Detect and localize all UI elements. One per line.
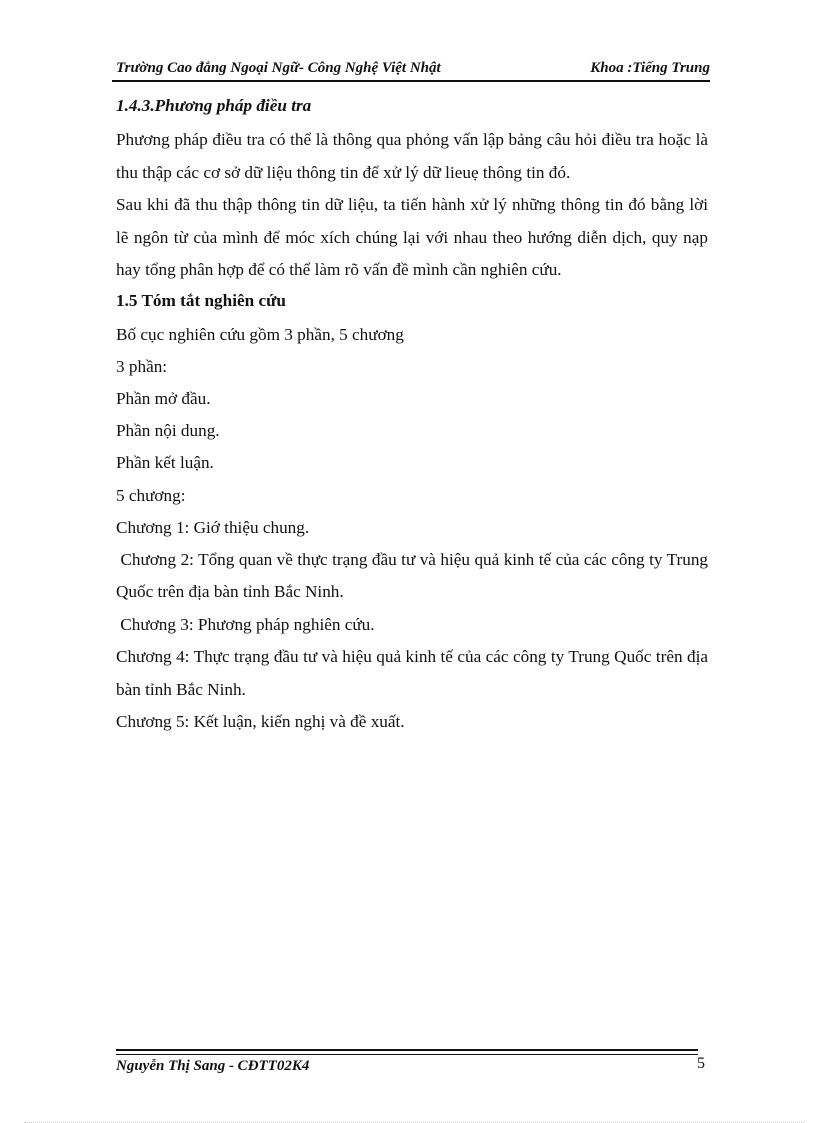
header-faculty: Khoa :Tiếng Trung: [590, 60, 710, 76]
chapter-4: Chương 4: Thực trạng đầu tư và hiệu quả kinh tế của các công ty Trung Quốc trên địa bàn tỉnh Bắc Ninh.: [116, 647, 708, 699]
chapter-5: Chương 5: Kết luận, kiến nghị và đề xuất.: [116, 712, 405, 732]
page-number: 5: [697, 1055, 705, 1072]
footer-divider: [116, 1049, 698, 1055]
parts-label: 3 phần:: [116, 356, 168, 376]
part-item-conclusion: Phần kết luận.: [116, 453, 214, 473]
chapter-2: Chương 2: Tổng quan về thực trạng đầu tư và hiệu quả kinh tế của các công ty Trung Quốc trên địa bàn tỉnh Bắc Ninh.: [116, 549, 713, 602]
header-divider: [112, 80, 710, 82]
paragraph-method-2: Sau khi đã thu thập thông tin dữ liệu, ta tiến hành xử lý những thông tin đó bằng lời lẽ ngôn từ của mình để móc xích chúng lại với nhau theo hướng diễn dịch, quy nạp hay tổng phân hợp để có thể làm rõ vấn đề mình cần nghiên cứu.: [116, 195, 708, 279]
page-header: [116, 60, 710, 82]
page-body: [116, 94, 713, 738]
footer-author: Nguyễn Thị Sang - CĐTT02K4: [116, 1058, 310, 1074]
chapters-label: 5 chương:: [116, 485, 186, 505]
part-item-content: Phần nội dung.: [116, 421, 220, 441]
chapter-1: Chương 1: Giớ thiệu chung.: [116, 517, 310, 537]
paragraph-method-1: Phương pháp điều tra có thể là thông qua phỏng vấn lập bảng câu hỏi điều tra hoặc là thu thập các cơ sở dữ liệu thông tin để xử lý dữ lieuẹ thông tin đó.: [116, 130, 708, 182]
summary-intro: Bố cục nghiên cứu gồm 3 phần, 5 chương: [116, 324, 404, 344]
chapter-3: Chương 3: Phương pháp nghiên cứu.: [116, 614, 375, 634]
section-heading-1-5: 1.5 Tóm tắt nghiên cứu: [116, 290, 286, 310]
section-heading-1-4-3: 1.4.3.Phương pháp điều tra: [116, 96, 312, 115]
part-item-intro: Phần mở đầu.: [116, 388, 211, 408]
header-school: Trường Cao đẳng Ngoại Ngữ- Công Nghệ Việt Nhật: [116, 60, 441, 76]
